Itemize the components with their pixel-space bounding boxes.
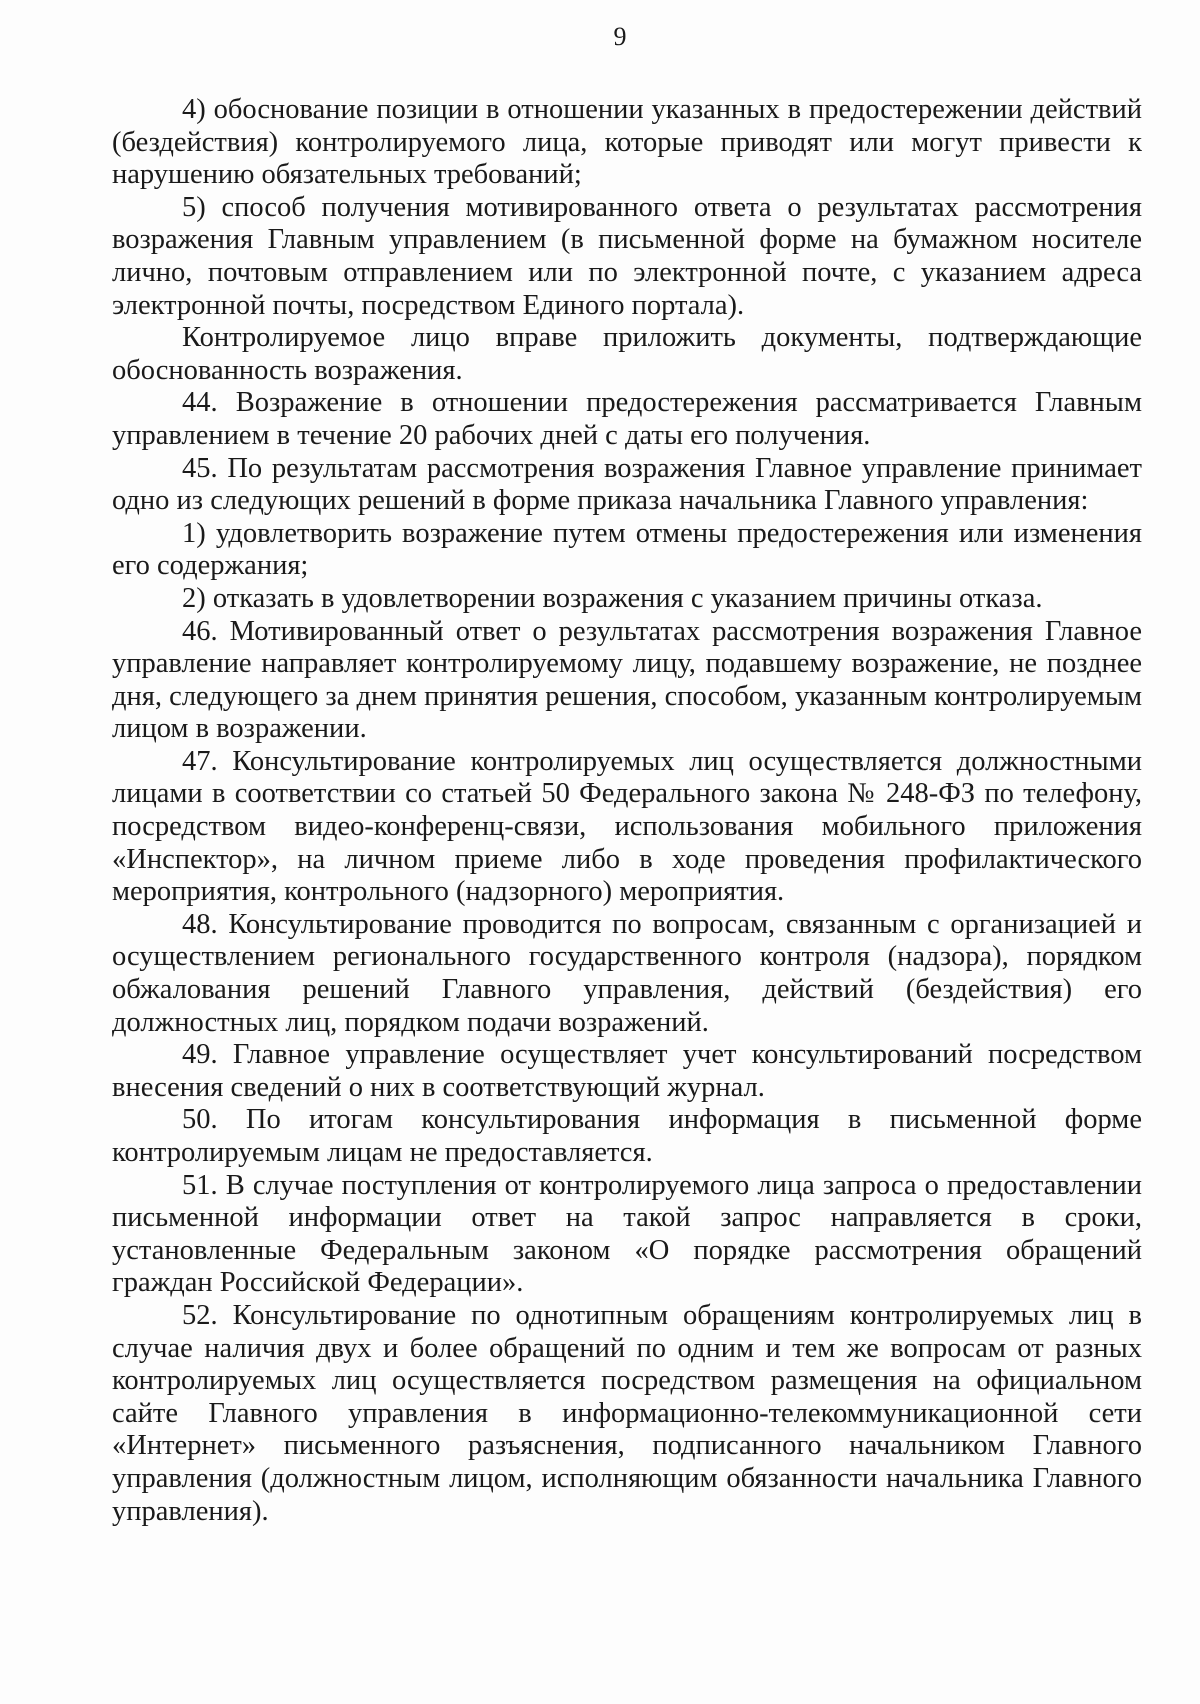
paragraph-clause-52: 52. Консультирование по однотипным обращениям контролируемых лиц в случае наличия двух и более обращений по одним и тем же вопросам от разных контролируемых лиц осуществляется посредством размещения на официальном сайте Главного управления в информационно-телекоммуникационной сети «Интернет» письменного разъяснения, подписанного начальником Главного управления (должностным лицом, исполняющим обязанности начальника Главного управления). bbox=[112, 1299, 1142, 1527]
paragraph-item-5-response-method: 5) способ получения мотивированного ответа о результатах рассмотрения возражения Главным управлением (в письменной форме на бумажном носителе лично, почтовым отправлением или по электронной почте, с указанием адреса электронной почты, посредством Единого портала). bbox=[112, 191, 1142, 321]
paragraph-item-4-justification: 4) обоснование позиции в отношении указанных в предостережении действий (бездействия) контролируемого лица, которые приводят или могут привести к нарушению обязательных требований; bbox=[112, 94, 1142, 191]
paragraph-attach-documents: Контролируемое лицо вправе приложить документы, подтверждающие обоснованность возражения. bbox=[112, 322, 1142, 386]
paragraph-clause-46: 46. Мотивированный ответ о результатах рассмотрения возражения Главное управление направляет контролируемому лицу, подавшему возражение, не позднее дня, следующего за днем принятия решения, способом, указанным контролируемым лицом в возражении. bbox=[112, 615, 1142, 745]
paragraph-clause-45: 45. По результатам рассмотрения возражения Главное управление принимает одно из следующих решений в форме приказа начальника Главного управления: bbox=[112, 452, 1142, 517]
paragraph-clause-45-option-2: 2) отказать в удовлетворении возражения с указанием причины отказа. bbox=[182, 582, 1043, 614]
page-number: 9 bbox=[613, 22, 627, 51]
paragraph-clause-50: 50. По итогам консультирования информация в письменной форме контролируемым лицам не предоставляется. bbox=[112, 1104, 1142, 1168]
document-body bbox=[112, 94, 1142, 1528]
paragraph-clause-48: 48. Консультирование проводится по вопросам, связанным с организацией и осуществлением регионального государственного контроля (надзора), порядком обжалования решений Главного управления, действий (бездействия) его должностных лиц, порядком подачи возражений. bbox=[112, 908, 1142, 1038]
paragraph-clause-44: 44. Возражение в отношении предостережения рассматривается Главным управлением в течение 20 рабочих дней с даты его получения. bbox=[112, 387, 1142, 451]
paragraph-clause-47: 47. Консультирование контролируемых лиц осуществляется должностными лицами в соответствии со статьей 50 Федерального закона № 248-ФЗ по телефону, посредством видео-конференц-связи, использования мобильного приложения «Инспектор», на личном приеме либо в ходе проведения профилактического мероприятия, контрольного (надзорного) мероприятия. bbox=[112, 745, 1142, 908]
paragraph-clause-49: 49. Главное управление осуществляет учет консультирований посредством внесения сведений о них в соответствующий журнал. bbox=[112, 1039, 1142, 1103]
paragraph-clause-51: 51. В случае поступления от контролируемого лица запроса о предоставлении письменной информации ответ на такой запрос направляется в сроки, установленные Федеральным законом «О порядке рассмотрения обращений граждан Российской Федерации». bbox=[112, 1169, 1142, 1299]
paragraph-clause-45-option-1: 1) удовлетворить возражение путем отмены предостережения или изменения его содержания; bbox=[112, 517, 1142, 582]
